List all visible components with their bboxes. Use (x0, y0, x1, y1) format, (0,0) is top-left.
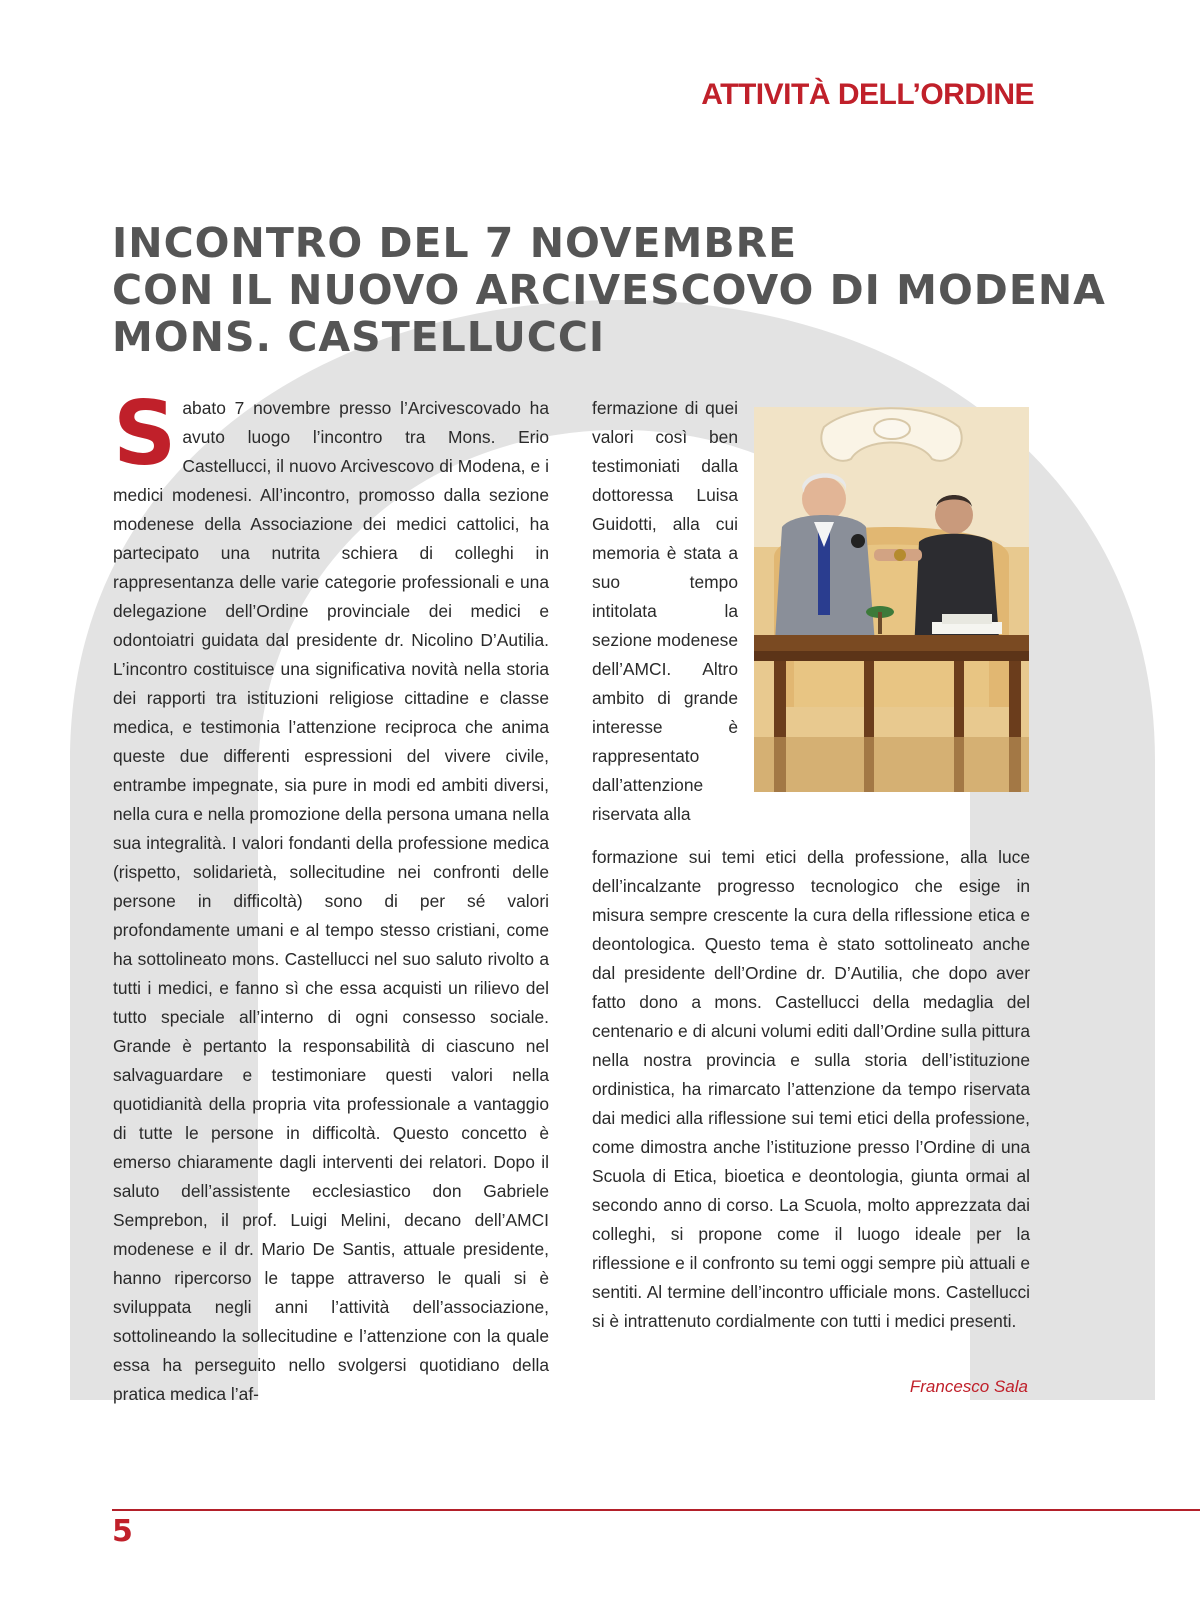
page-number: 5 (112, 1514, 133, 1549)
article-text-right-bottom: formazione sui temi etici della professione, alla luce dell’incalzante progresso tecnologico che esige in misura sempre crescente la cura della riflessione etica e deontologica. Questo tema è stato sottolineato anche dal presidente dell’Ordine dr. D’Autilia, che dopo aver fatto dono a mons. Castellucci della medaglia del centenario e di alcuni volumi editi dall’Ordine sulla pittura nella nostra provincia e sulla storia dell’istituzione ordinistica, ha rimarcato l’attenzione da tempo riservata dai medici alla riflessione sui temi etici della professione, come dimostra anche l’istituzione presso l’Ordine di una Scuola di Etica, bioetica e deontologia, giunta ormai al secondo anno di corso. La Scuola, molto apprezzata dai colleghi, si propone come il luogo ideale per la riflessione e il confronto su temi oggi sempre più attuali e sentiti. Al termine dell’incontro ufficiale mons. Castellucci si è intrattenuto cordialmente con tutti i medici presenti. (592, 847, 1030, 1331)
title-line-3: MONS. CASTELLUCCI (112, 313, 606, 361)
article-text-right-top: fermazione di quei valori così ben testimoniati dalla dottoressa Luisa Guidotti, alla cui memoria è stata a suo tempo intitolata la sezione modenese dell’AMCI. Altro ambito di grande interesse è rappresentato dall’attenzione riservata alla (592, 398, 738, 824)
title-line-1: INCONTRO DEL 7 NOVEMBRE (112, 219, 798, 267)
article-column-right-bottom (592, 843, 1030, 1336)
footer-divider (112, 1509, 1200, 1511)
drop-cap: S (113, 382, 177, 485)
title-line-2: CON IL NUOVO ARCIVESCOVO DI MODENA (112, 266, 1106, 314)
article-column-left (113, 382, 550, 1409)
author-signature: Francesco Sala (909, 1377, 1028, 1396)
article-column-right-top (592, 394, 738, 829)
page-title (112, 219, 1106, 361)
article-photo (754, 407, 1029, 792)
section-header: ATTIVITÀ DELL’ORDINE (701, 78, 1034, 111)
article-text-left: abato 7 novembre presso l’Arcivescovado ha avuto luogo l’incontro tra Mons. Erio Castellucci, il nuovo Arcivescovo di Modena, e i medici modenesi. All’incontro, promosso dalla sezione modenese della Associazione dei medici cattolici, ha partecipato una nutrita schiera di colleghi in rappresentanza delle varie categorie professionali e una delegazione dell’Ordine provinciale dei medici e odontoiatri guidata dal presidente dr. Nicolino D’Autilia. L’incontro costituisce una significativa novità nella storia dei rapporti tra istituzioni religiose cittadine e classe medica, e testimonia l’attenzione reciproca che anima queste due differenti espressioni del vivere civile, entrambe impegnate, sia pure in modi ed ambiti diversi, nella cura e nella promozione della persona umana nella sua integralità. I valori fondanti della professione medica (rispetto, solidarietà, sollecitudine nei confronti delle persone in difficoltà) sono di per sé valori profondamente umani e al tempo stesso cristiani, come ha sottolineato mons. Castellucci nel suo saluto rivolto a tutti i medici, e fanno sì che essa acquisti un rilievo del tutto speciale all’interno di ogni consesso sociale. Grande è pertanto la responsabilità di ciascuno nel salvaguardare e testimoniare questi valori nella quotidianità della propria vita professionale a vantaggio di tutte le persone in difficoltà. Questo concetto è emerso chiaramente dagli interventi dei relatori. Dopo il saluto dell’assistente ecclesiastico don Gabriele Semprebon, il prof. Luigi Melini, decano dell’AMCI modenese e il dr. Mario De Santis, attuale presidente, hanno ripercorso le tappe attraverso le quali si è sviluppata negli anni l’attività dell’associazione, sottolineando la sollecitudine e l’attenzione con la quale essa ha perseguito nello svolgersi quotidiano della pratica medica l’af- (113, 398, 550, 1404)
